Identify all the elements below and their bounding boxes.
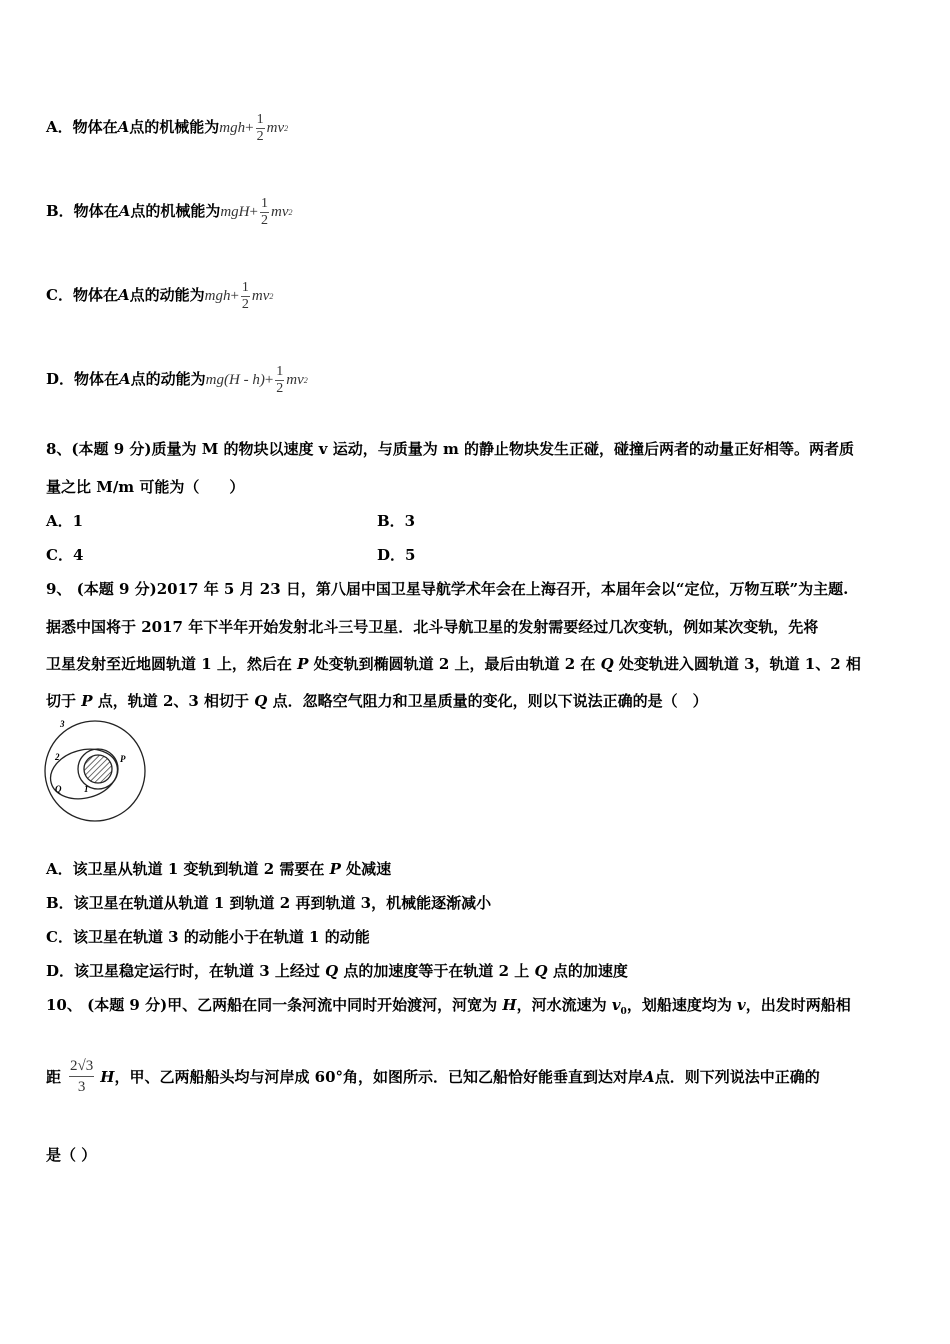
formula: mgH + $\frac{1}{2}$ mv 2 [220,196,293,228]
q9-option-c: C．该卫星在轨道 3 的动能小于在轨道 1 的动能 [46,928,370,946]
formula: mgh + $\frac{1}{2}$ mv 2 [219,112,289,144]
q8-option-a: A．1 [46,512,84,530]
q8-stem-line2: 量之比 M/m 可能为（ ） [46,478,245,496]
q10-stem-line1: 10、 (本题 9 分)甲、乙两船在同一条河流中同时开始渡河，河宽为 H，河水流速为 $v_0$，划船速度均为 v，出发时两船相 [46,996,851,1017]
orbit-diagram [42,716,152,826]
q8-option-c: C．4 [46,546,84,564]
q9-stem-line3: 卫星发射至近地圆轨道 1 上，然后在 P 处变轨到椭圆轨道 2 上，最后由轨道 2 在 Q 处变轨进入圆轨道 3，轨道 1、2 相 [46,655,861,673]
q7-option-b: B．物体在A点的机械能为 mgH + $\frac{1}{2}$ mv 2 [46,196,293,228]
label-orbit3: 3 [60,719,65,729]
q7-option-a: A．物体在A点的机械能为 mgh + $\frac{1}{2}$ mv 2 [46,112,289,144]
earth [84,755,112,783]
label-Q: Q [55,784,62,794]
q7-option-c: C．物体在A点的动能为 mgh + $\frac{1}{2}$ mv 2 [46,280,274,312]
q8-stem-line1: 8、(本题 9 分)质量为 M 的物块以速度 v 运动，与质量为 m 的静止物块发生正碰，碰撞后两者的动量正好相等。两者质 [46,440,855,458]
q8-option-b: B．3 [377,512,416,530]
formula: mg(H - h) + $\frac{1}{2}$ mv 2 [205,364,308,396]
q9-option-b: B．该卫星在轨道从轨道 1 到轨道 2 再到轨道 3，机械能逐渐减小 [46,894,492,912]
label-orbit2: 2 [55,752,60,762]
q10-stem-line2: 距 $\frac{2√3}{3}$ H ，甲、乙两船船头均与河岸成 60°角，如图所示．已知乙船恰好能垂直到达对岸 A 点．则下列说法中正确的 [46,1058,820,1095]
q8-option-d: D．5 [377,546,416,564]
q9-stem-line4: 切于 P 点，轨道 2、3 相切于 Q 点．忽略空气阻力和卫星质量的变化，则以下说法正确的是（ ） [46,692,708,710]
q9-option-d: D．该卫星稳定运行时，在轨道 3 上经过 Q 点的加速度等于在轨道 2 上 Q 点的加速度 [46,962,628,980]
fraction-2root3-over-3: $\frac{2√3}{3}$ [70,1058,94,1095]
label-P: P [120,754,126,764]
label-orbit1: 1 [84,784,89,794]
q9-option-a: A．该卫星从轨道 1 变轨到轨道 2 需要在 P 处减速 [46,860,392,878]
formula: mgh + $\frac{1}{2}$ mv 2 [204,280,274,312]
q7-option-d: D．物体在A点的动能为 mg(H - h) + $\frac{1}{2}$ mv 2 [46,364,308,396]
q9-stem-line1: 9、 (本题 9 分)2017 年 5 月 23 日，第八届中国卫星导航学术年会在上海召开，本届年会以“定位，万物互联”为主题. [46,580,849,598]
q10-stem-line3: 是（ ） [46,1146,97,1164]
q9-stem-line2: 据悉中国将于 2017 年下半年开始发射北斗三号卫星．北斗导航卫星的发射需要经过几次变轨，例如某次变轨，先将 [46,618,819,636]
